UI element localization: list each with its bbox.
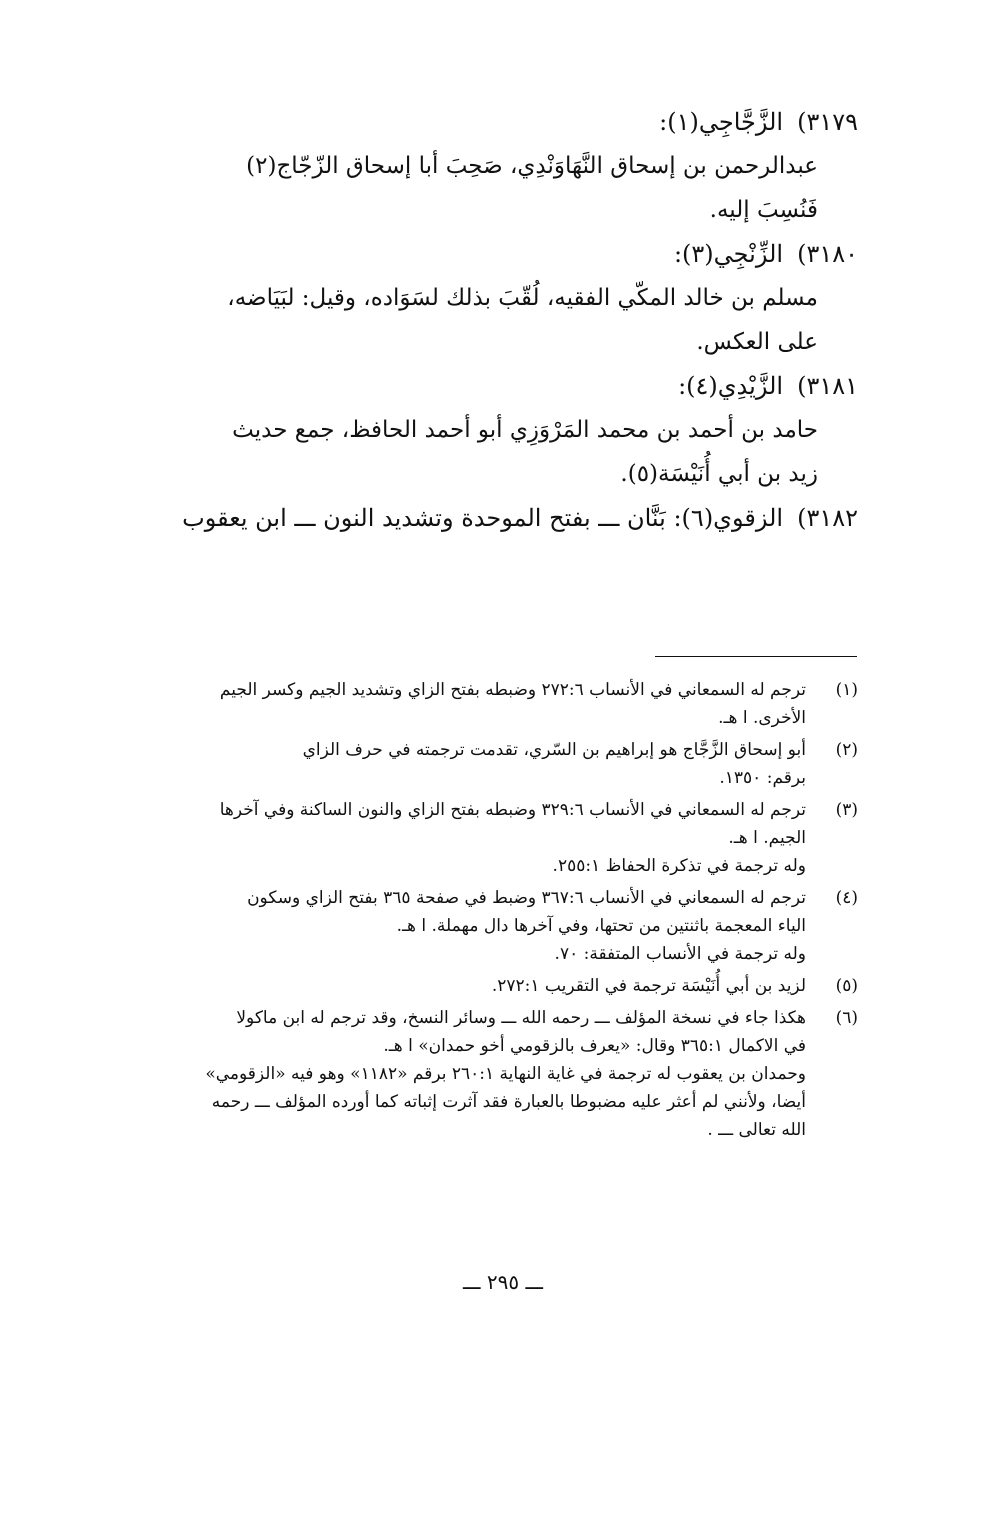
entry-heading: [138, 232, 858, 276]
entry-line: على العكس.: [696, 329, 818, 355]
footnote-number: (١): [835, 680, 858, 700]
footnote-5: [138, 972, 858, 1000]
entry-title: الزَّجَّاجِي(١):: [659, 108, 784, 136]
entry-body: [138, 144, 858, 232]
footnote-line: هكذا جاء في نسخة المؤلف ـــ رحمه الله ـــ وسائر النسخ، وقد ترجم له ابن ماكولا: [236, 1008, 806, 1028]
entry-line: حامد بن أحمد بن محمد المَرْوَزِي أبو أحمد الحافظ، جمع حديث: [232, 417, 818, 443]
entry-heading: [138, 496, 858, 540]
entry-heading: [138, 364, 858, 408]
footnotes: [138, 676, 858, 1148]
entry-title: الزِّنْجِي(٣):: [673, 240, 784, 268]
entry-line: فَنُسِبَ إليه.: [709, 197, 818, 223]
footnote-line: أبو إسحاق الزَّجَّاج هو إبراهيم بن السّري، تقدمت ترجمته في حرف الزاي: [302, 740, 806, 760]
footnote-line: الجيم. ا هـ.: [728, 828, 806, 848]
footnote-6: [138, 1004, 858, 1144]
entry-3181: [138, 364, 858, 496]
entry-number: ٣١٨٠): [797, 240, 858, 268]
footnote-1: [138, 676, 858, 732]
entry-body: [138, 276, 858, 364]
footnote-line: وحمدان بن يعقوب له ترجمة في غاية النهاية ٢٦٠:١ برقم «١١٨٢» وهو فيه «الزقومي»: [205, 1064, 806, 1084]
footnote-3: [138, 796, 858, 880]
footnote-number: (٣): [835, 800, 858, 820]
footnote-line: ترجم له السمعاني في الأنساب ٣٢٩:٦ وضبطه بفتح الزاي والنون الساكنة وفي آخرها: [219, 800, 806, 820]
entry-line: زيد بن أبي أُنَيْسَة(٥).: [620, 461, 818, 487]
entry-3182: [138, 496, 858, 540]
footnote-line: لزيد بن أبي أُنَيْسَة ترجمة في التقريب ٢٧٢:١.: [491, 976, 806, 996]
footnote-line: وله ترجمة في تذكرة الحفاظ ٢٥٥:١.: [552, 856, 806, 876]
footnote-4: [138, 884, 858, 968]
entry-title: الزَّيْدِي(٤):: [678, 372, 784, 400]
footnote-line: ترجم له السمعاني في الأنساب ٢٧٢:٦ وضبطه بفتح الزاي وتشديد الجيم وكسر الجيم: [219, 680, 806, 700]
entry-number: ٣١٨٢): [797, 504, 858, 532]
footnote-line: ترجم له السمعاني في الأنساب ٣٦٧:٦ وضبط في صفحة ٣٦٥ بفتح الزاي وسكون: [247, 888, 806, 908]
footnote-2: [138, 736, 858, 792]
footnote-number: (٥): [835, 976, 858, 996]
entry-number: ٣١٧٩): [797, 108, 858, 136]
footnote-line: الياء المعجمة باثنتين من تحتها، وفي آخرها دال مهملة. ا هـ.: [396, 916, 806, 936]
footnote-line: الله تعالى ـــ .: [707, 1120, 806, 1140]
entry-3179: [138, 100, 858, 232]
footnote-separator: [655, 656, 857, 657]
footnote-line: الأخرى. ا هـ.: [718, 708, 806, 728]
footnote-line: برقم: ١٣٥٠.: [719, 768, 806, 788]
entry-heading: [138, 100, 858, 144]
main-text: [138, 100, 858, 540]
entry-title: الزقوي(٦): بَنَّان ـــ بفتح الموحدة وتشديد النون ـــ ابن يعقوب: [182, 504, 784, 532]
footnote-number: (٢): [835, 740, 858, 760]
entry-3180: [138, 232, 858, 364]
footnote-line: في الاكمال ٣٦٥:١ وقال: «يعرف بالزقومي أخو حمدان» ا هـ.: [383, 1036, 806, 1056]
footnote-line: وله ترجمة في الأنساب المتفقة: ٧٠.: [554, 944, 806, 964]
entry-line: مسلم بن خالد المكّي الفقيه، لُقّبَ بذلك لسَوَاده، وقيل: لبَيَاضه،: [227, 285, 818, 311]
footnote-line: أيضا، ولأنني لم أعثر عليه مضبوطا بالعبارة فقد آثرت إثباته كما أورده المؤلف ـــ رحمه: [211, 1092, 806, 1112]
footnote-number: (٤): [835, 888, 858, 908]
footnote-number: (٦): [835, 1008, 858, 1028]
entry-body: [138, 408, 858, 496]
entry-line: عبدالرحمن بن إسحاق النَّهَاوَنْدِي، صَحِبَ أبا إسحاق الزّجّاج(٢): [246, 153, 818, 179]
page-number: ـــ ٢٩٥ ـــ: [462, 1270, 544, 1294]
entry-number: ٣١٨١): [797, 372, 858, 400]
